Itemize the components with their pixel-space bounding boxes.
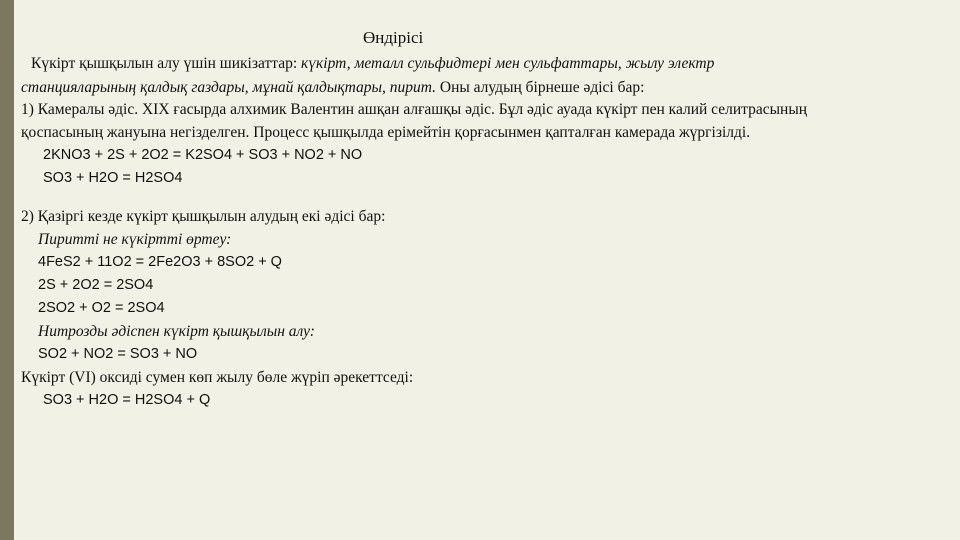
intro-line-1 [31,52,714,75]
final-equation: SO3 + H2O = H2SO4 + Q [43,392,211,408]
intro-prefix: Күкірт қышқылын алу үшін шикізаттар: [31,55,302,72]
triangle-bullet-icon [0,40,14,58]
method2-subheading-2: Нитрозды әдіспен күкірт қышқылын алу: [38,323,315,340]
method1-equation-1: 2KNO3 + 2S + 2O2 = K2SO4 + SO3 + NO2 + NO [43,147,363,163]
method1-line-2: қоспасының жануына негізделген. Процесс қышқылда ерімейтін қорғасынмен қапталған камерада жүргізілді. [21,124,751,141]
left-accent-bar [0,0,14,540]
method2-equation-3: 2SO2 + O2 = 2SO4 [38,300,165,316]
method1-line-1: 1) Камералы әдіс. XIX ғасырда алхимик Валентин ашқан алғашқы әдіс. Бұл әдіс ауада күкірт пен калий селитрасының [21,101,808,118]
final-text: Күкірт (VI) оксиді сумен көп жылу бөле жүріп әрекеттседі: [21,369,414,386]
method2-equation-2: 2S + 2O2 = 2SO4 [38,277,154,293]
intro-line-2 [21,76,644,99]
intro-italic-1: күкірт, металл сульфидтері мен сульфаттары, жылу электр [301,55,715,72]
method2-equation-4: SO2 + NO2 = SO3 + NO [38,346,198,362]
method2-heading: 2) Қазіргі кезде күкірт қышқылын алудың екі әдісі бар: [21,208,386,225]
intro-italic-2: станцияларының қалдық газдары, мұнай қалдықтары, пирит. [21,79,436,96]
intro-suffix: Оны алудың бірнеше әдісі бар: [436,79,645,96]
method2-equation-1: 4FeS2 + 11O2 = 2Fe2O3 + 8SO2 + Q [38,254,282,270]
page-title: Өндірісі [363,28,424,47]
method1-equation-2: SO3 + H2O = H2SO4 [43,170,183,186]
method2-subheading-1: Пиритті не күкіртті өртеу: [38,231,232,248]
